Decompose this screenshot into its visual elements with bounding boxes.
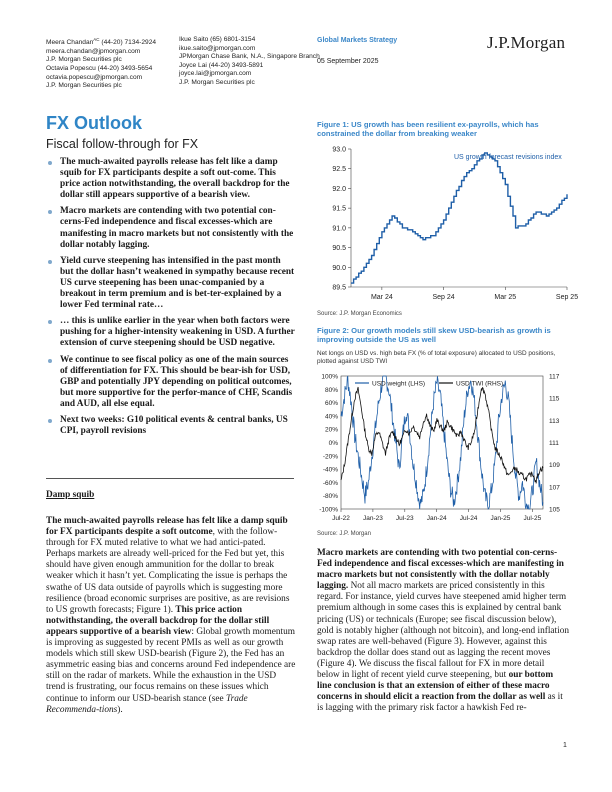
paragraph-text: as it is lagging with the primary risk factor a hawkish Fed re-	[317, 692, 563, 714]
analyst-2-line: Octavia Popescu (44-20) 3493-5654	[46, 64, 153, 72]
y-tick-label: 89.5	[332, 284, 346, 292]
x-tick-label: Jan-23	[362, 515, 383, 522]
key-point: Next two weeks: G10 political events & central banks, US CPI, payroll revisions	[46, 415, 296, 437]
analyst-3-email[interactable]: ikue.saito@jpmorgan.com	[179, 44, 256, 52]
section-heading: Damp squib	[46, 490, 95, 500]
legend-label-usd-weight: USD weight (LHS)	[372, 380, 426, 388]
left-y-tick-label: 100%	[321, 373, 338, 381]
page-subtitle: Fiscal follow-through for FX	[46, 137, 199, 151]
left-y-tick-label: 60%	[324, 400, 338, 408]
x-tick-label: Mar 24	[370, 294, 393, 301]
analyst-block-2	[179, 36, 320, 88]
conclusion-sentence: our bottom line conclusion is that an extension of either of these macro concerns in should elicit a reaction from the dollar as well	[317, 670, 554, 703]
left-y-tick-label: -80%	[322, 493, 338, 501]
figure-2-title: Figure 2: Our growth models still skew USD-bearish as growth is improving outside the US as well	[317, 326, 551, 345]
analyst-block-1	[46, 36, 156, 91]
y-tick-label: 90.0	[332, 264, 346, 272]
paragraph-text: , with the follow-through for FX muted relative to what we had antici-pated. Perhaps markets are already well-priced for the Fed but yet, this should have given enough ammunition for the dollar to break weaker which it hasn’t yet. Complicating the issue is perhaps the swathe of US data outside of payrolls which is suggesting more resilience (broad economic surprises are positive, as are revisions to US growth forecasts; Figure 1).	[46, 527, 290, 615]
key-point: The much-awaited payrolls release has felt like a damp squib for FX participants despite a soft out-come. This price action notwithstanding, the overall backdrop for the dollar still appears supportive of a bearish view.	[46, 157, 296, 201]
y-tick-label: 91.0	[332, 225, 346, 233]
strategy-label: Global Markets Strategy	[317, 37, 398, 44]
analyst-3-entity: JPMorgan Chase Bank, N.A., Singapore Branch	[179, 53, 320, 61]
analyst-2-email[interactable]: octavia.popescu@jpmorgan.com	[46, 73, 143, 81]
analyst-4-entity: J.P. Morgan Securities plc	[179, 78, 255, 86]
x-tick-label: Jul-22	[332, 515, 350, 522]
right-y-tick-label: 107	[549, 484, 560, 492]
analyst-4-line: Joyce Lai (44-20) 3493-5891	[179, 61, 264, 69]
lead-sentence: The much-awaited payrolls release has felt like a damp squib for FX participants despite a soft outcome	[46, 516, 288, 538]
right-y-tick-label: 113	[549, 417, 560, 425]
x-tick-label: Jan-25	[490, 515, 511, 522]
analyst-1-entity: J.P. Morgan Securities plc	[46, 56, 122, 64]
figure-1-chart	[317, 143, 579, 309]
x-tick-label: Jul-25	[523, 515, 542, 522]
left-y-tick-label: 40%	[324, 413, 338, 421]
y-tick-label: 92.0	[332, 185, 346, 193]
left-y-tick-label: -60%	[322, 479, 338, 487]
analyst-1-name-line: Meera Chandan$^{AC}$ (44-20) 7134-2924	[46, 37, 157, 47]
key-point: Macro markets are contending with two potential con-cerns-Fed independence and fiscal excesses-which are manifesting in macro markets but not consistently with the dollar notably lagging.	[46, 206, 296, 250]
report-date: 05 September 2025	[317, 58, 379, 65]
paragraph-text: ).	[117, 704, 123, 715]
x-tick-label: Jan-24	[426, 515, 447, 522]
series-line-usd-weight	[341, 376, 543, 509]
figure-1-title: Figure 1: US growth has been resilient ex-payrolls, which has constrained the dollar from breaking weaker	[317, 120, 539, 139]
damp-squib-paragraph	[46, 516, 296, 716]
x-tick-label: Sep 24	[432, 294, 455, 301]
left-y-tick-label: -40%	[322, 466, 338, 474]
right-y-tick-label: 109	[549, 462, 560, 470]
lead-sentence: Macro markets are contending with two potential con-cerns-Fed independence and fiscal excesses-which are manifesting in macro markets but not consistently with the dollar notably lagging.	[317, 548, 564, 592]
page-number: 1	[563, 742, 567, 749]
x-tick-label: Jul-23	[395, 515, 414, 522]
analyst-1-phone: (44-20) 7134-2924	[101, 39, 157, 47]
y-tick-label: 90.5	[332, 245, 346, 253]
left-y-tick-label: 0%	[328, 440, 338, 447]
macro-markets-paragraph	[317, 548, 569, 714]
left-y-tick-label: 20%	[324, 426, 338, 434]
trade-recommendations-link[interactable]: Trade Recommenda-tions	[46, 693, 248, 715]
key-point: Yield curve steepening has intensified in the past month but the dollar hasn’t weakened in sympathy because recent US curve steepening has been unac-companied by a breakout in term premium and is bet-ter-explained by a lower Fed terminal rate…	[46, 256, 296, 311]
right-y-tick-label: 117	[549, 373, 560, 381]
y-tick-label: 92.5	[332, 166, 346, 174]
right-y-tick-label: 105	[549, 506, 560, 514]
key-points-list	[46, 157, 296, 442]
right-y-tick-label: 111	[549, 440, 559, 447]
x-tick-label: Jul-24	[459, 515, 478, 522]
analyst-2-entity: J.P. Morgan Securities plc	[46, 82, 122, 90]
analyst-4-email[interactable]: joyce.lai@jpmorgan.com	[179, 70, 252, 78]
left-y-tick-label: 80%	[324, 386, 338, 394]
section-divider	[46, 478, 294, 479]
analyst-cert-mark: AC	[93, 37, 100, 42]
figure-2-source: Source: J.P. Morgan	[317, 531, 371, 537]
series-line-us-growth-revisions	[351, 153, 567, 283]
jpmorgan-logo: J.P.Morgan	[487, 33, 566, 52]
y-tick-label: 93.0	[332, 146, 346, 154]
left-y-tick-label: -20%	[322, 453, 338, 461]
figure-1-source: Source: J.P. Morgan Economics	[317, 311, 402, 317]
legend-label-usd-twi: USD TWI (RHS)	[456, 380, 504, 388]
x-tick-label: Sep 25	[555, 294, 579, 301]
paragraph-text: : Global growth momentum is improving as suggested by recent PMIs as well as our growth models which still skew USD-bearish (Figure 2), the Fed has an asymmetric easing bias and concerns around Fed independence are still on the radar of markets. While the exhaustion in the USD trend is frustrating, our focus remains on these issues which continue to inform our USD-bearish stance (see	[46, 626, 296, 704]
key-point: We continue to see fiscal policy as one of the main sources of differentiation for FX. This should be bear-ish for USD, GBP and potentially JPY depending on political outcomes, but more supportive for the perfor-mance of CHF, Scandis and AUD, all else equal.	[46, 355, 296, 410]
key-point: … this is unlike earlier in the year when both factors were pushing for a higher-intensity weakening in USD. A further extension of curve steepening should be USD negative.	[46, 316, 296, 349]
right-y-tick-label: 115	[549, 395, 560, 403]
analyst-3-line: Ikue Saito (65) 6801-3154	[179, 36, 256, 43]
emphasis-sentence: This price action notwithstanding, the overall backdrop for the dollar still appears supportive of a bearish view	[46, 604, 270, 637]
page-title: FX Outlook	[46, 113, 142, 133]
figure-2-subtitle: Net longs on USD vs. high beta FX (% of total exposure) allocated to USD positions, plotted against USD TWI	[317, 350, 556, 365]
y-tick-label: 91.5	[332, 205, 346, 213]
x-tick-label: Mar 25	[494, 294, 517, 301]
analyst-1-email[interactable]: meera.chandan@jpmorgan.com	[46, 47, 141, 55]
paragraph-text: Not all macro markets are priced consistently in this regard. For instance, yield curves have steepened amid higher term premium although in some cases this is explained by central bank pricing (US) or technicals (Europe; see fiscal discussion below), gold is notably higher (although not bitcoin), and long-end inflation swap rates are well-behaved (Figure 3). However, against this backdrop the dollar does stand out as lagging the recent moves (Figure 4). We discuss the fiscal fallout for FX in more detail below in light of recent yield curve steepening, but	[317, 581, 570, 681]
figure-2-chart	[317, 370, 571, 525]
legend-label-us-growth-revisions: US growth forecast revisions index	[454, 154, 562, 161]
left-y-tick-label: -100%	[319, 506, 338, 514]
